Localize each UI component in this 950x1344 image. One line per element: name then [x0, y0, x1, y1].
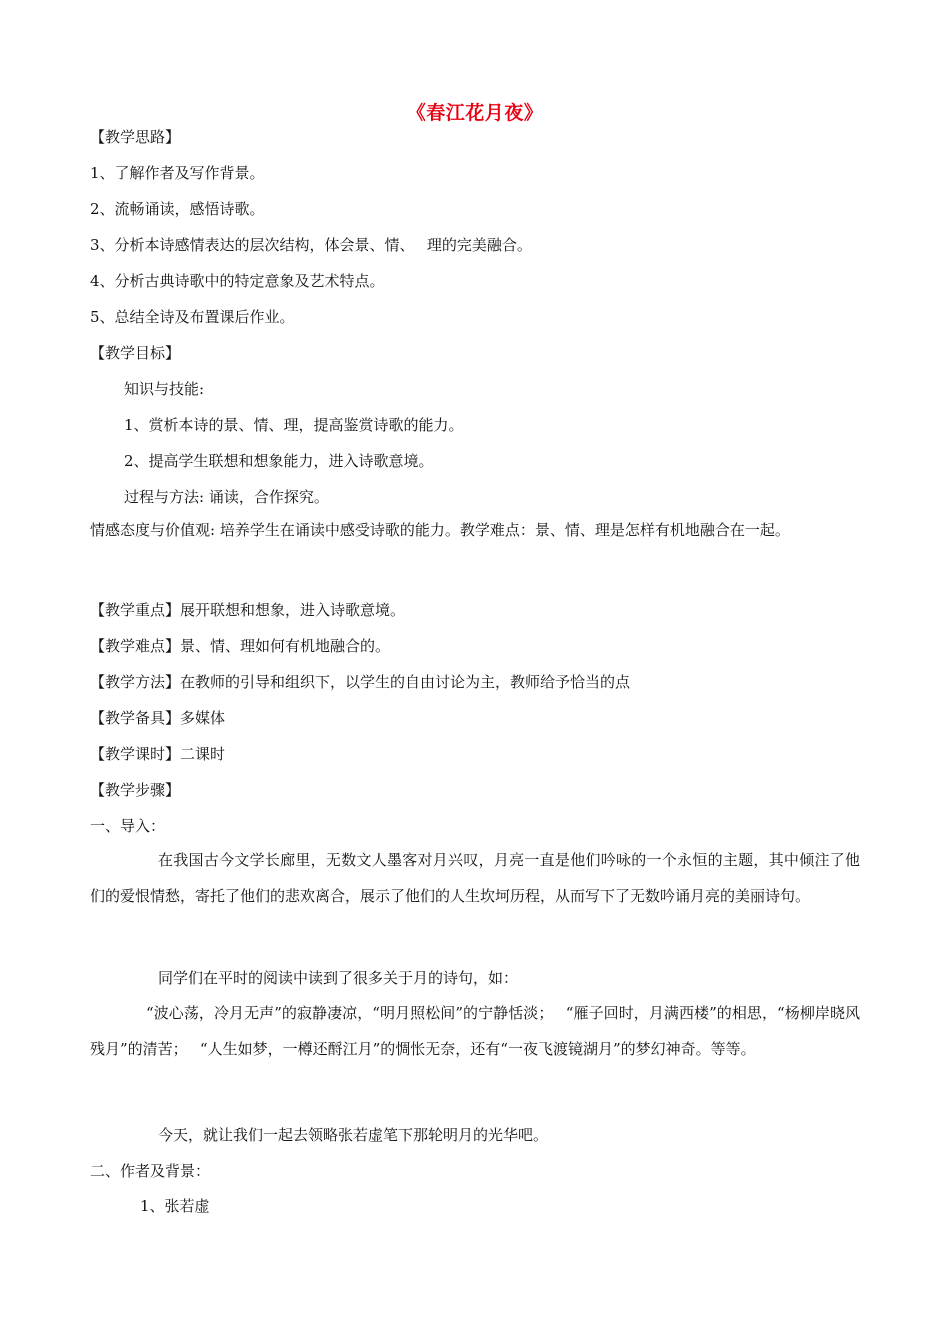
list-item: 2、流畅诵读，感悟诗歌。 — [90, 200, 265, 218]
list-item: 3、分析本诗感情表达的层次结构，体会景、情、 理的完美融合。 — [90, 236, 532, 254]
subheading-daoru: 一、导入： — [90, 817, 166, 835]
paragraph-daoru-4: 今天，就让我们一起去领略张若虚笔下那轮明月的光华吧。 — [158, 1126, 549, 1144]
label-beiju: 【教学备具】 — [90, 709, 181, 727]
text-zhongdian: 展开联想和想象，进入诗歌意境。 — [180, 601, 406, 619]
section-heading-silu: 【教学思路】 — [90, 128, 181, 146]
text-beiju: 多媒体 — [180, 709, 226, 727]
paragraph-daoru-1: 在我国古今文学长廊里，无数文人墨客对月兴叹，月亮一直是他们吟咏的一个永恒的主题，其中倾注了他们的爱恨情愁，寄托了他们的悲欢离合，展示了他们的人生坎坷历程，从而写下了无数吟诵月亮的美丽诗句。 — [90, 851, 860, 905]
text-nandian: 景、情、理如何有机地融合的。 — [180, 637, 391, 655]
label-fangfa: 【教学方法】 — [90, 673, 181, 691]
label-zhongdian: 【教学重点】 — [90, 601, 181, 619]
paragraph-daoru-3: “波心荡，冷月无声”的寂静凄凉，“明月照松间”的宁静恬淡； “雁子回时，月满西楼”的相思，“杨柳岸晓风残月”的清苦； “人生如梦，一樽还酹江月”的惆怅无奈，还有“一夜飞渡镜湖月”的梦幻神奇。等等。 — [90, 1004, 860, 1058]
list-item: 1、了解作者及写作背景。 — [90, 164, 265, 182]
label-keshi: 【教学课时】 — [90, 745, 181, 763]
paragraph-daoru-2: 同学们在平时的阅读中读到了很多关于月的诗句，如： — [158, 969, 519, 987]
subheading-zhishi: 知识与技能: — [124, 380, 205, 398]
row-beiju — [90, 708, 858, 728]
list-item: 1、赏析本诗的景、情、理，提高鉴赏诗歌的能力。 — [124, 416, 464, 434]
subheading-guocheng: 过程与方法: 诵读，合作探究。 — [124, 488, 329, 506]
list-item: 1、张若虚 — [140, 1197, 210, 1215]
row-fangfa — [90, 672, 858, 692]
row-zhongdian — [90, 600, 858, 620]
text-fangfa: 在教师的引导和组织下，以学生的自由讨论为主，教师给予恰当的点 — [180, 673, 631, 691]
list-item: 5、总结全诗及布置课后作业。 — [90, 308, 295, 326]
document-title: 《春江花月夜》 — [406, 102, 544, 124]
section-heading-mubiao: 【教学目标】 — [90, 344, 181, 362]
list-item: 4、分析古典诗歌中的特定意象及艺术特点。 — [90, 272, 385, 290]
label-nandian: 【教学难点】 — [90, 637, 181, 655]
subheading-zuozhe: 二、作者及背景： — [90, 1162, 211, 1180]
paragraph-qinggan: 情感态度与价值观: 培养学生在诵读中感受诗歌的能力。教学难点：景、情、理是怎样有机地融合在一起。 — [90, 521, 790, 539]
list-item: 2、提高学生联想和想象能力，进入诗歌意境。 — [124, 452, 434, 470]
text-keshi: 二课时 — [180, 745, 226, 763]
row-keshi — [90, 744, 858, 764]
section-heading-buzhou: 【教学步骤】 — [90, 781, 181, 799]
row-nandian — [90, 636, 858, 656]
